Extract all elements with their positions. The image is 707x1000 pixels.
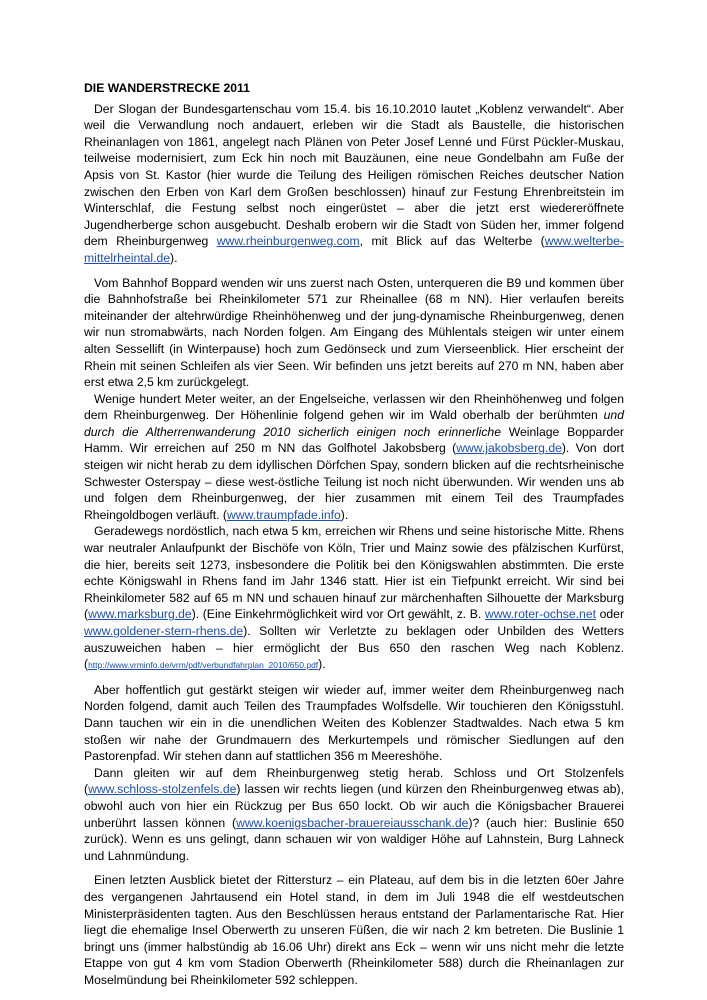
text: ). [170, 250, 178, 265]
paragraph-rittersturz: Einen letzten Ausblick bietet der Rittersturz – ein Plateau, auf dem bis in die letzten 60er Jahre des vergangenen Jahrtausend ein Hotel stand, in dem im Juli 1948 die elf westdeutschen Ministerpräsidenten tagten. Aus den Beschlüssen heraus entstand der Parlamentarische Rat. Hier liegt die ehemalige Insel Oberwerth zu unseren Füßen, die wir nach 2 km betreten. Die Buslinie 1 bringt uns (immer halbstündig ab 16.06 Uhr) direkt ans Eck – wenn wir uns nicht mehr die letzte Etappe von gut 4 km vom Stadion Oberwerth (Rheinkilometer 588) durch die Rheinanlagen zur Moselmündung bei Rheinkilometer 592 schleppen. [84, 873, 624, 987]
link-stolzenfels[interactable]: www.schloss-stolzenfels.de [88, 782, 237, 797]
italic-text: und durch die Altherrenwanderung 2010 sicherlich einigen noch erinnerliche [84, 408, 624, 439]
paragraph-rhens [84, 523, 624, 673]
text: ). [318, 657, 326, 672]
text: , mit Blick auf das Welterbe ( [359, 234, 545, 249]
text: )? (auch hier: Buslinie 650 zurück). Wenn es uns gelingt, dann schauen wir von waldiger Höhe auf Lahnstein, Burg Lahneck und Lahnmündung. [84, 815, 624, 863]
text: ). [340, 507, 349, 522]
link-welterbe[interactable]: www.welterbe-mittelrheintal.de [84, 234, 624, 265]
text: oder [596, 607, 624, 622]
link-rheinburgenweg[interactable]: www.rheinburgenweg.com [216, 234, 360, 249]
text: ). Sollten wir Verletzte zu beklagen oder Unbilden des Wetters auszuweichen haben – hier ermöglicht der Bus 650 den raschen Weg nach Koblenz. ( [84, 624, 624, 672]
text: ) lassen wir rechts liegen (und kürzen den Rheinburgenweg etwas ab), obwohl auch von hier ein Rückzug per Bus 650 lockt. Ob wir auch die Königsbacher Brauerei unberührt lassen können ( [84, 782, 624, 830]
link-jakobsberg[interactable]: www.jakobsberg.de [456, 441, 562, 456]
paragraph-stolzenfels [84, 765, 624, 865]
link-marksburg[interactable]: www.marksburg.de [88, 607, 192, 622]
paragraph-stadtwald: Aber hoffentlich gut gestärkt steigen wir wieder auf, immer weiter dem Rheinburgenweg nach Norden folgend, damit auch Teilen des Traumpfades Wolfsdelle. Wir touchieren den Königsstuhl. Dann tauchen wir ein in die unendlichen Weiten des Koblenzer Stadtwaldes. Nach etwa 5 km stoßen wir nahe der Grundmauern des Merkurtempels und römischer Siedlungen auf den Pastorenpfad. Wir stehen dann auf stattlichen 356 m Meereshöhe. [84, 682, 624, 764]
paragraph-boppard: Vom Bahnhof Boppard wenden wir uns zuerst nach Osten, unterqueren die B9 und kommen über die Bahnhofstraße bei Rheinkilometer 571 zur Rheinallee (68 m NN). Hier verlaufen bereits miteinander der altehrwürdige Rheinhöhenweg und der jung-dynamische Rheinburgenweg, denen wir nun stromabwärts, nach Norden folgen. Am Eingang des Mühlentals steigen wir unter einem alten Sessellift (in Winterpause) hoch zum Gedönseck und zum Vierseenblick. Hier erscheint der Rhein mit seinen Schleifen als vier Seen. Wir befinden uns jetzt bereits auf 270 m NN, haben aber erst etwa 2,5 km zurückgelegt. [84, 275, 624, 390]
text: Geradewegs nordöstlich, nach etwa 5 km, erreichen wir Rhens und seine historische Mitte. Rhens war neutraler Anlaufpunkt der Bischöfe von Köln, Trier und Mainz sowie des pfälzischen Kurfürst, die hier, bereits seit 1273, insbesondere die Politik bei den Königswahlen abstimmten. Die erste echte Königswahl in Rhens fand im Jahr 1346 statt. Hier ist ein Tiefpunkt erreicht. Wir sind bei Rheinkilometer 582 auf 65 m NN und schauen hinauf zur märchenhaften Silhouette der Marksburg ( [84, 524, 624, 622]
text: ). (Eine Einkehrmöglichkeit wird vor Ort gewählt, z. B. [191, 607, 485, 622]
link-vrminfo-pdf[interactable]: http://www.vrminfo.de/vrm/pdf/verbundfahrplan_2010/650.pdf [88, 660, 319, 671]
text: Dann gleiten wir auf dem Rheinburgenweg stetig herab. Schloss und Ort Stolzenfels ( [84, 765, 624, 797]
paragraph-engelseiche [84, 391, 624, 524]
text: ). Von dort steigen wir nicht herab zu dem idyllischen Dörfchen Spay, sondern blicken auf die rechtsrheinische Schwester Osterspay – diese west-östliche Teilung ist noch nicht überwunden. Wir wenden uns ab und folgen dem Rheinburgenweg, der hier zusammen mit einem Teil des Traumpfades Rheingoldbogen verläuft. ( [84, 441, 624, 522]
link-koenigsbacher[interactable]: www.koenigsbacher-brauereiausschank.de [236, 815, 469, 830]
text: Wenige hundert Meter weiter, an der Engelseiche, verlassen wir den Rheinhöhenweg und folgen dem Rheinburgenweg. Der Höhenlinie folgend gehen wir im Wald oberhalb der berühmten [84, 391, 624, 423]
link-goldener-stern[interactable]: www.goldener-stern-rhens.de [84, 624, 244, 638]
page-title: DIE WANDERSTRECKE 2011 [84, 81, 250, 95]
text: Weinlage Bopparder Hamm. Wir erreichen auf 250 m NN das Golfhotel Jakobsberg ( [84, 424, 624, 456]
text: Der Slogan der Bundesgartenschau vom 15.4. bis 16.10.2010 lautet „Koblenz verwandelt“. Aber weil die Verwandlung noch andauert, erleben wir die Stadt als Baustelle, die historischen Rheinanlagen von 1861, angelegt nach Plänen von Peter Josef Lenné und Fürst Pückler-Muskau, teilweise modernisiert, zum Eck hin noch mit Bauzäunen, eine neue Gondelbahn am Fuße der Apsis von St. Kastor (hier wurde die Teilung des Heiligen römischen Reiches deutscher Nation zwischen den Erben von Karl dem Großen beschlossen) hinauf zur Festung Ehrenbreitstein im Winterschlaf, die Festung selbst noch eingerüstet – aber die jetzt erst wiedereröffnete Jugendherberge schon ausgebucht. Deshalb erobern wir die Stadt von Süden her, immer folgend dem Rheinburgenweg [84, 101, 624, 249]
link-roter-ochse[interactable]: www.roter-ochse.net [484, 607, 596, 622]
link-traumpfade[interactable]: www.traumpfade.info [226, 507, 341, 522]
paragraph-koblenz [84, 101, 624, 267]
document-page [84, 80, 624, 988]
